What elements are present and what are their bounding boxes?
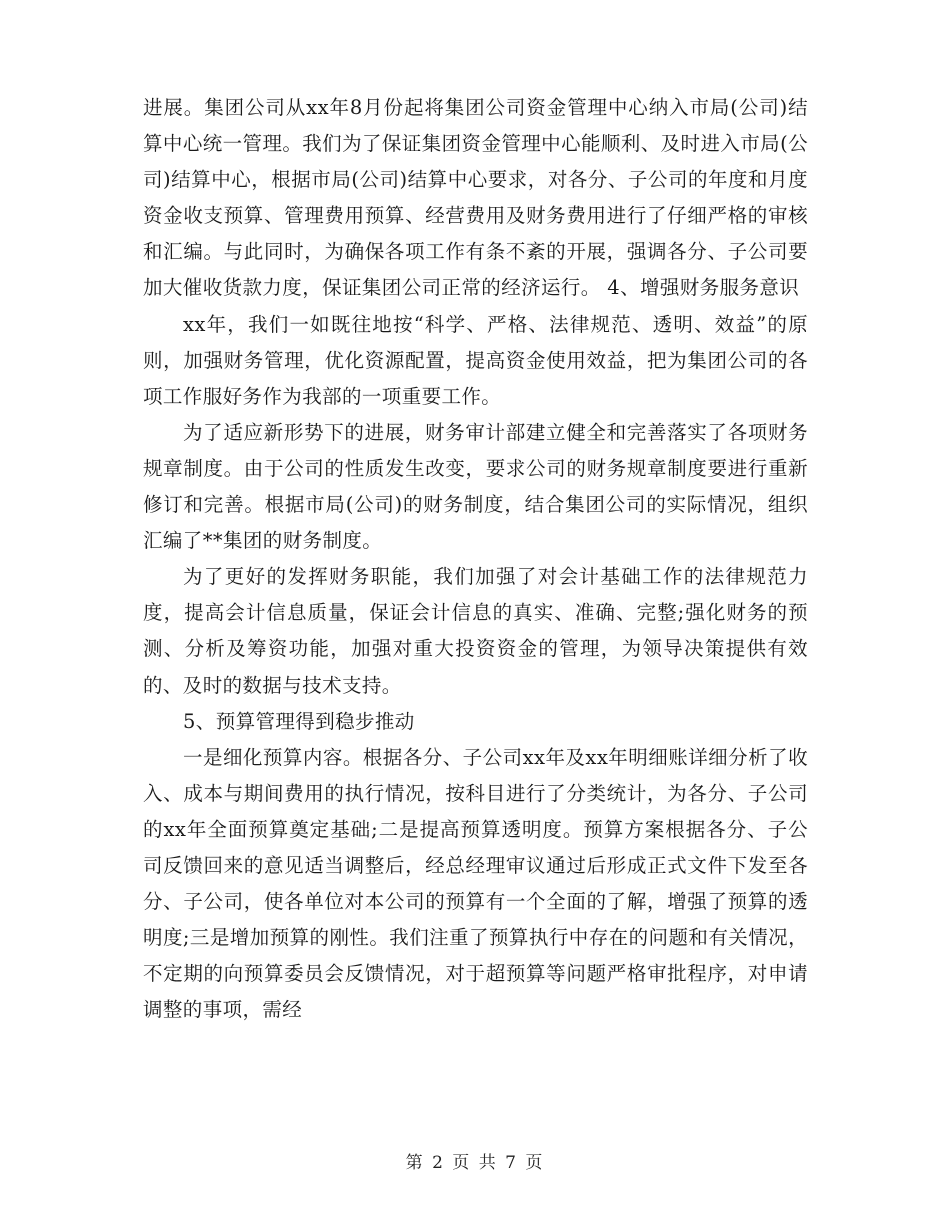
document-body (143, 90, 808, 1028)
paragraph-3: 为了适应新形势下的进展，财务审计部建立健全和完善落实了各项财务规章制度。由于公司的性质发生改变，要求公司的财务规章制度要进行重新修订和完善。根据市局(公司)的财务制度，结合集团公司的实际情况，组织汇编了**集团的财务制度。 (143, 420, 808, 553)
section-heading: 5、预算管理得到稳步推动 (183, 709, 415, 733)
paragraph-4: 为了更好的发挥财务职能，我们加强了对会计基础工作的法律规范力度，提高会计信息质量，保证会计信息的真实、准确、完整;强化财务的预测、分析及筹资功能，加强对重大投资资金的管理，为领导决策提供有效的、及时的数据与技术支持。 (143, 565, 808, 697)
paragraph-1: 进展。集团公司从xx年8月份起将集团公司资金管理中心纳入市局(公司)结算中心统一管理。我们为了保证集团资金管理中心能顺利、及时进入市局(公司)结算中心，根据市局(公司)结算中心要求，对各分、子公司的年度和月度资金收支预算、管理费用预算、经营费用及财务费用进行了仔细严格的审核和汇编。与此同时，为确保各项工作有条不紊的开展，强调各分、子公司要加大催收货款力度，保证集团公司正常的经济运行。 4、增强财务服务意识 (143, 96, 808, 300)
paragraph-2: xx年，我们一如既往地按“科学、严格、法律规范、透明、效益”的原则，加强财务管理，优化资源配置，提高资金使用效益，把为集团公司的各项工作服好务作为我部的一项重要工作。 (143, 312, 808, 408)
page-number-footer: 第 2 页 共 7 页 (405, 1153, 545, 1173)
paragraph-5: 一是细化预算内容。根据各分、子公司xx年及xx年明细账详细分析了收入、成本与期间费用的执行情况，按科目进行了分类统计，为各分、子公司的xx年全面预算奠定基础;二是提高预算透明度。预算方案根据各分、子公司反馈回来的意见适当调整后，经总经理审议通过后形成正式文件下发至各分、子公司，使各单位对本公司的预算有一个全面的了解，增强了预算的透明度;三是增加预算的刚性。我们注重了预算执行中存在的问题和有关情况，不定期的向预算委员会反馈情况，对于超预算等问题严格审批程序，对申请调整的事项，需经 (143, 745, 808, 1022)
